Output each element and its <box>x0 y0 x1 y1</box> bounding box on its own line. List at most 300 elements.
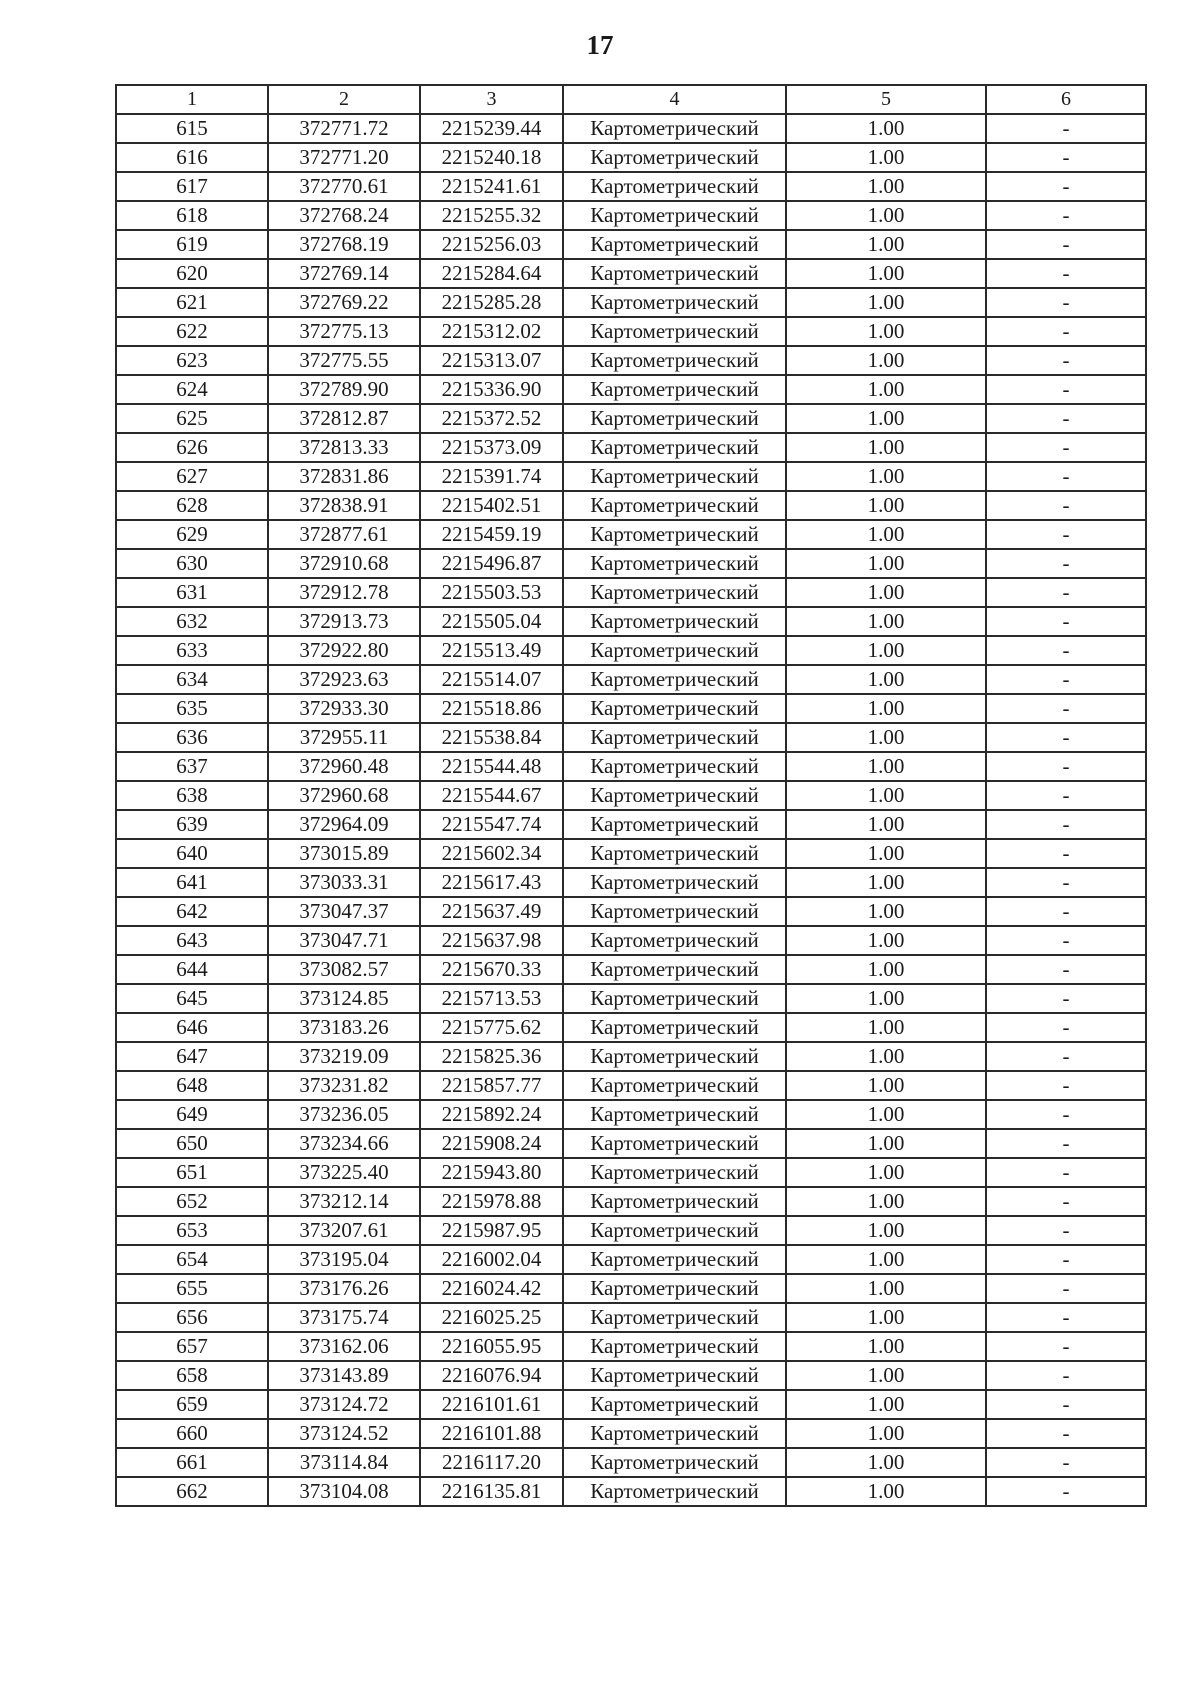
y-coordinate-cell: 2215987.95 <box>420 1216 563 1245</box>
method-cell: Картометрический <box>563 462 786 491</box>
method-cell: Картометрический <box>563 114 786 143</box>
point-number-cell: 620 <box>116 259 268 288</box>
description-cell: - <box>986 926 1146 955</box>
y-coordinate-cell: 2215514.07 <box>420 665 563 694</box>
x-coordinate-cell: 372838.91 <box>268 491 420 520</box>
description-cell: - <box>986 375 1146 404</box>
accuracy-cell: 1.00 <box>786 1158 986 1187</box>
y-coordinate-cell: 2215312.02 <box>420 317 563 346</box>
description-cell: - <box>986 1390 1146 1419</box>
description-cell: - <box>986 201 1146 230</box>
x-coordinate-cell: 372922.80 <box>268 636 420 665</box>
x-coordinate-cell: 372769.22 <box>268 288 420 317</box>
description-cell: - <box>986 1477 1146 1506</box>
table-row <box>116 1274 1146 1303</box>
accuracy-cell: 1.00 <box>786 1042 986 1071</box>
description-cell: - <box>986 1100 1146 1129</box>
method-cell: Картометрический <box>563 230 786 259</box>
table-row <box>116 1100 1146 1129</box>
point-number-cell: 618 <box>116 201 268 230</box>
description-cell: - <box>986 404 1146 433</box>
x-coordinate-cell: 372768.24 <box>268 201 420 230</box>
y-coordinate-cell: 2216076.94 <box>420 1361 563 1390</box>
x-coordinate-cell: 372955.11 <box>268 723 420 752</box>
point-number-cell: 661 <box>116 1448 268 1477</box>
column-header-5: 5 <box>786 85 986 114</box>
point-number-cell: 637 <box>116 752 268 781</box>
table-row <box>116 1448 1146 1477</box>
accuracy-cell: 1.00 <box>786 1071 986 1100</box>
accuracy-cell: 1.00 <box>786 259 986 288</box>
table-row <box>116 868 1146 897</box>
description-cell: - <box>986 288 1146 317</box>
x-coordinate-cell: 372960.68 <box>268 781 420 810</box>
point-number-cell: 639 <box>116 810 268 839</box>
accuracy-cell: 1.00 <box>786 317 986 346</box>
x-coordinate-cell: 372775.55 <box>268 346 420 375</box>
table-row <box>116 433 1146 462</box>
y-coordinate-cell: 2215617.43 <box>420 868 563 897</box>
point-number-cell: 658 <box>116 1361 268 1390</box>
method-cell: Картометрический <box>563 1390 786 1419</box>
method-cell: Картометрический <box>563 752 786 781</box>
description-cell: - <box>986 868 1146 897</box>
point-number-cell: 625 <box>116 404 268 433</box>
table-row <box>116 781 1146 810</box>
description-cell: - <box>986 462 1146 491</box>
accuracy-cell: 1.00 <box>786 230 986 259</box>
method-cell: Картометрический <box>563 375 786 404</box>
table-header <box>116 85 1146 114</box>
table-row <box>116 810 1146 839</box>
description-cell: - <box>986 1071 1146 1100</box>
y-coordinate-cell: 2216101.61 <box>420 1390 563 1419</box>
point-number-cell: 623 <box>116 346 268 375</box>
table-row <box>116 346 1146 375</box>
accuracy-cell: 1.00 <box>786 955 986 984</box>
method-cell: Картометрический <box>563 694 786 723</box>
table-row <box>116 1216 1146 1245</box>
table-row <box>116 665 1146 694</box>
accuracy-cell: 1.00 <box>786 462 986 491</box>
point-number-cell: 654 <box>116 1245 268 1274</box>
method-cell: Картометрический <box>563 288 786 317</box>
y-coordinate-cell: 2215637.98 <box>420 926 563 955</box>
description-cell: - <box>986 839 1146 868</box>
method-cell: Картометрический <box>563 201 786 230</box>
x-coordinate-cell: 373033.31 <box>268 868 420 897</box>
description-cell: - <box>986 781 1146 810</box>
method-cell: Картометрический <box>563 1477 786 1506</box>
point-number-cell: 647 <box>116 1042 268 1071</box>
point-number-cell: 632 <box>116 607 268 636</box>
point-number-cell: 652 <box>116 1187 268 1216</box>
accuracy-cell: 1.00 <box>786 1129 986 1158</box>
x-coordinate-cell: 372913.73 <box>268 607 420 636</box>
point-number-cell: 656 <box>116 1303 268 1332</box>
table-row <box>116 984 1146 1013</box>
x-coordinate-cell: 372912.78 <box>268 578 420 607</box>
accuracy-cell: 1.00 <box>786 520 986 549</box>
y-coordinate-cell: 2215240.18 <box>420 143 563 172</box>
point-number-cell: 651 <box>116 1158 268 1187</box>
point-number-cell: 648 <box>116 1071 268 1100</box>
method-cell: Картометрический <box>563 1303 786 1332</box>
y-coordinate-cell: 2215670.33 <box>420 955 563 984</box>
accuracy-cell: 1.00 <box>786 810 986 839</box>
y-coordinate-cell: 2215544.48 <box>420 752 563 781</box>
description-cell: - <box>986 636 1146 665</box>
table-row <box>116 1013 1146 1042</box>
y-coordinate-cell: 2215892.24 <box>420 1100 563 1129</box>
point-number-cell: 660 <box>116 1419 268 1448</box>
y-coordinate-cell: 2215513.49 <box>420 636 563 665</box>
point-number-cell: 629 <box>116 520 268 549</box>
point-number-cell: 644 <box>116 955 268 984</box>
table-body <box>116 114 1146 1506</box>
method-cell: Картометрический <box>563 1361 786 1390</box>
accuracy-cell: 1.00 <box>786 897 986 926</box>
point-number-cell: 615 <box>116 114 268 143</box>
y-coordinate-cell: 2215503.53 <box>420 578 563 607</box>
x-coordinate-cell: 372770.61 <box>268 172 420 201</box>
description-cell: - <box>986 1187 1146 1216</box>
table-row <box>116 1390 1146 1419</box>
table-row <box>116 520 1146 549</box>
description-cell: - <box>986 1419 1146 1448</box>
accuracy-cell: 1.00 <box>786 868 986 897</box>
table-row <box>116 1129 1146 1158</box>
y-coordinate-cell: 2215544.67 <box>420 781 563 810</box>
y-coordinate-cell: 2216101.88 <box>420 1419 563 1448</box>
table-row <box>116 1245 1146 1274</box>
point-number-cell: 636 <box>116 723 268 752</box>
y-coordinate-cell: 2215372.52 <box>420 404 563 433</box>
table-row <box>116 201 1146 230</box>
x-coordinate-cell: 373124.85 <box>268 984 420 1013</box>
x-coordinate-cell: 373175.74 <box>268 1303 420 1332</box>
table-row <box>116 636 1146 665</box>
y-coordinate-cell: 2215602.34 <box>420 839 563 868</box>
table-row <box>116 607 1146 636</box>
method-cell: Картометрический <box>563 723 786 752</box>
table-row <box>116 1332 1146 1361</box>
description-cell: - <box>986 172 1146 201</box>
accuracy-cell: 1.00 <box>786 984 986 1013</box>
method-cell: Картометрический <box>563 868 786 897</box>
x-coordinate-cell: 372960.48 <box>268 752 420 781</box>
description-cell: - <box>986 230 1146 259</box>
accuracy-cell: 1.00 <box>786 1216 986 1245</box>
method-cell: Картометрический <box>563 172 786 201</box>
description-cell: - <box>986 955 1146 984</box>
method-cell: Картометрический <box>563 1013 786 1042</box>
column-header-6: 6 <box>986 85 1146 114</box>
y-coordinate-cell: 2215241.61 <box>420 172 563 201</box>
method-cell: Картометрический <box>563 955 786 984</box>
table-row <box>116 462 1146 491</box>
accuracy-cell: 1.00 <box>786 172 986 201</box>
x-coordinate-cell: 372813.33 <box>268 433 420 462</box>
description-cell: - <box>986 259 1146 288</box>
x-coordinate-cell: 372964.09 <box>268 810 420 839</box>
point-number-cell: 653 <box>116 1216 268 1245</box>
point-number-cell: 657 <box>116 1332 268 1361</box>
y-coordinate-cell: 2215336.90 <box>420 375 563 404</box>
table-row <box>116 143 1146 172</box>
description-cell: - <box>986 694 1146 723</box>
accuracy-cell: 1.00 <box>786 288 986 317</box>
description-cell: - <box>986 723 1146 752</box>
y-coordinate-cell: 2216025.25 <box>420 1303 563 1332</box>
accuracy-cell: 1.00 <box>786 114 986 143</box>
method-cell: Картометрический <box>563 810 786 839</box>
table-row <box>116 491 1146 520</box>
table-row <box>116 1071 1146 1100</box>
method-cell: Картометрический <box>563 665 786 694</box>
method-cell: Картометрический <box>563 897 786 926</box>
accuracy-cell: 1.00 <box>786 1419 986 1448</box>
column-header-1: 1 <box>116 85 268 114</box>
point-number-cell: 630 <box>116 549 268 578</box>
accuracy-cell: 1.00 <box>786 607 986 636</box>
x-coordinate-cell: 373183.26 <box>268 1013 420 1042</box>
method-cell: Картометрический <box>563 1158 786 1187</box>
point-number-cell: 640 <box>116 839 268 868</box>
point-number-cell: 631 <box>116 578 268 607</box>
x-coordinate-cell: 372910.68 <box>268 549 420 578</box>
accuracy-cell: 1.00 <box>786 1332 986 1361</box>
point-number-cell: 617 <box>116 172 268 201</box>
accuracy-cell: 1.00 <box>786 1100 986 1129</box>
point-number-cell: 645 <box>116 984 268 1013</box>
x-coordinate-cell: 373162.06 <box>268 1332 420 1361</box>
description-cell: - <box>986 520 1146 549</box>
y-coordinate-cell: 2215505.04 <box>420 607 563 636</box>
accuracy-cell: 1.00 <box>786 375 986 404</box>
x-coordinate-cell: 372775.13 <box>268 317 420 346</box>
method-cell: Картометрический <box>563 1332 786 1361</box>
table-row <box>116 259 1146 288</box>
y-coordinate-cell: 2215373.09 <box>420 433 563 462</box>
y-coordinate-cell: 2215978.88 <box>420 1187 563 1216</box>
y-coordinate-cell: 2215908.24 <box>420 1129 563 1158</box>
accuracy-cell: 1.00 <box>786 723 986 752</box>
accuracy-cell: 1.00 <box>786 491 986 520</box>
x-coordinate-cell: 373231.82 <box>268 1071 420 1100</box>
y-coordinate-cell: 2215518.86 <box>420 694 563 723</box>
y-coordinate-cell: 2215637.49 <box>420 897 563 926</box>
method-cell: Картометрический <box>563 1419 786 1448</box>
accuracy-cell: 1.00 <box>786 665 986 694</box>
table-row <box>116 172 1146 201</box>
accuracy-cell: 1.00 <box>786 694 986 723</box>
method-cell: Картометрический <box>563 781 786 810</box>
method-cell: Картометрический <box>563 1216 786 1245</box>
y-coordinate-cell: 2215313.07 <box>420 346 563 375</box>
accuracy-cell: 1.00 <box>786 549 986 578</box>
table-row <box>116 230 1146 259</box>
description-cell: - <box>986 549 1146 578</box>
x-coordinate-cell: 373082.57 <box>268 955 420 984</box>
accuracy-cell: 1.00 <box>786 781 986 810</box>
point-number-cell: 650 <box>116 1129 268 1158</box>
description-cell: - <box>986 433 1146 462</box>
method-cell: Картометрический <box>563 578 786 607</box>
x-coordinate-cell: 373176.26 <box>268 1274 420 1303</box>
table-row <box>116 955 1146 984</box>
point-number-cell: 627 <box>116 462 268 491</box>
y-coordinate-cell: 2216135.81 <box>420 1477 563 1506</box>
method-cell: Картометрический <box>563 1274 786 1303</box>
y-coordinate-cell: 2215825.36 <box>420 1042 563 1071</box>
page-number: 17 <box>586 30 614 60</box>
accuracy-cell: 1.00 <box>786 1013 986 1042</box>
y-coordinate-cell: 2215857.77 <box>420 1071 563 1100</box>
y-coordinate-cell: 2215943.80 <box>420 1158 563 1187</box>
description-cell: - <box>986 607 1146 636</box>
accuracy-cell: 1.00 <box>786 433 986 462</box>
description-cell: - <box>986 1303 1146 1332</box>
method-cell: Картометрический <box>563 317 786 346</box>
x-coordinate-cell: 373219.09 <box>268 1042 420 1071</box>
x-coordinate-cell: 373047.37 <box>268 897 420 926</box>
point-number-cell: 619 <box>116 230 268 259</box>
y-coordinate-cell: 2215402.51 <box>420 491 563 520</box>
description-cell: - <box>986 810 1146 839</box>
accuracy-cell: 1.00 <box>786 1361 986 1390</box>
description-cell: - <box>986 317 1146 346</box>
method-cell: Картометрический <box>563 926 786 955</box>
x-coordinate-cell: 373236.05 <box>268 1100 420 1129</box>
table-row <box>116 549 1146 578</box>
description-cell: - <box>986 491 1146 520</box>
point-number-cell: 642 <box>116 897 268 926</box>
method-cell: Картометрический <box>563 143 786 172</box>
accuracy-cell: 1.00 <box>786 1303 986 1332</box>
point-number-cell: 643 <box>116 926 268 955</box>
description-cell: - <box>986 143 1146 172</box>
accuracy-cell: 1.00 <box>786 1274 986 1303</box>
accuracy-cell: 1.00 <box>786 839 986 868</box>
point-number-cell: 626 <box>116 433 268 462</box>
x-coordinate-cell: 373143.89 <box>268 1361 420 1390</box>
accuracy-cell: 1.00 <box>786 143 986 172</box>
y-coordinate-cell: 2215256.03 <box>420 230 563 259</box>
table-row <box>116 694 1146 723</box>
y-coordinate-cell: 2215496.87 <box>420 549 563 578</box>
y-coordinate-cell: 2215547.74 <box>420 810 563 839</box>
table-row <box>116 1419 1146 1448</box>
coordinates-table <box>115 84 1147 1507</box>
table-row <box>116 288 1146 317</box>
method-cell: Картометрический <box>563 433 786 462</box>
point-number-cell: 655 <box>116 1274 268 1303</box>
point-number-cell: 621 <box>116 288 268 317</box>
x-coordinate-cell: 372771.72 <box>268 114 420 143</box>
point-number-cell: 624 <box>116 375 268 404</box>
table-row <box>116 1187 1146 1216</box>
x-coordinate-cell: 373124.52 <box>268 1419 420 1448</box>
table-row <box>116 723 1146 752</box>
table-row <box>116 317 1146 346</box>
accuracy-cell: 1.00 <box>786 636 986 665</box>
accuracy-cell: 1.00 <box>786 1245 986 1274</box>
x-coordinate-cell: 372812.87 <box>268 404 420 433</box>
column-header-3: 3 <box>420 85 563 114</box>
point-number-cell: 659 <box>116 1390 268 1419</box>
point-number-cell: 641 <box>116 868 268 897</box>
description-cell: - <box>986 1158 1146 1187</box>
description-cell: - <box>986 1245 1146 1274</box>
x-coordinate-cell: 373114.84 <box>268 1448 420 1477</box>
table-row <box>116 897 1146 926</box>
x-coordinate-cell: 373207.61 <box>268 1216 420 1245</box>
point-number-cell: 634 <box>116 665 268 694</box>
x-coordinate-cell: 373015.89 <box>268 839 420 868</box>
description-cell: - <box>986 114 1146 143</box>
description-cell: - <box>986 752 1146 781</box>
method-cell: Картометрический <box>563 839 786 868</box>
table-row <box>116 926 1146 955</box>
table-row <box>116 1361 1146 1390</box>
point-number-cell: 649 <box>116 1100 268 1129</box>
y-coordinate-cell: 2215285.28 <box>420 288 563 317</box>
y-coordinate-cell: 2215239.44 <box>420 114 563 143</box>
x-coordinate-cell: 373047.71 <box>268 926 420 955</box>
point-number-cell: 616 <box>116 143 268 172</box>
header-row <box>116 85 1146 114</box>
method-cell: Картометрический <box>563 259 786 288</box>
column-header-4: 4 <box>563 85 786 114</box>
method-cell: Картометрический <box>563 404 786 433</box>
description-cell: - <box>986 665 1146 694</box>
y-coordinate-cell: 2215391.74 <box>420 462 563 491</box>
method-cell: Картометрический <box>563 549 786 578</box>
table-row <box>116 1042 1146 1071</box>
method-cell: Картометрический <box>563 636 786 665</box>
x-coordinate-cell: 372933.30 <box>268 694 420 723</box>
method-cell: Картометрический <box>563 346 786 375</box>
y-coordinate-cell: 2215459.19 <box>420 520 563 549</box>
table-row <box>116 114 1146 143</box>
y-coordinate-cell: 2215538.84 <box>420 723 563 752</box>
column-header-2: 2 <box>268 85 420 114</box>
accuracy-cell: 1.00 <box>786 1390 986 1419</box>
x-coordinate-cell: 372771.20 <box>268 143 420 172</box>
description-cell: - <box>986 1361 1146 1390</box>
description-cell: - <box>986 1448 1146 1477</box>
description-cell: - <box>986 1274 1146 1303</box>
accuracy-cell: 1.00 <box>786 752 986 781</box>
x-coordinate-cell: 373212.14 <box>268 1187 420 1216</box>
y-coordinate-cell: 2215775.62 <box>420 1013 563 1042</box>
description-cell: - <box>986 1042 1146 1071</box>
accuracy-cell: 1.00 <box>786 578 986 607</box>
point-number-cell: 638 <box>116 781 268 810</box>
x-coordinate-cell: 373104.08 <box>268 1477 420 1506</box>
x-coordinate-cell: 373225.40 <box>268 1158 420 1187</box>
accuracy-cell: 1.00 <box>786 1477 986 1506</box>
y-coordinate-cell: 2215284.64 <box>420 259 563 288</box>
method-cell: Картометрический <box>563 520 786 549</box>
y-coordinate-cell: 2216024.42 <box>420 1274 563 1303</box>
table-row <box>116 1477 1146 1506</box>
method-cell: Картометрический <box>563 1042 786 1071</box>
table-row <box>116 578 1146 607</box>
x-coordinate-cell: 372769.14 <box>268 259 420 288</box>
point-number-cell: 633 <box>116 636 268 665</box>
